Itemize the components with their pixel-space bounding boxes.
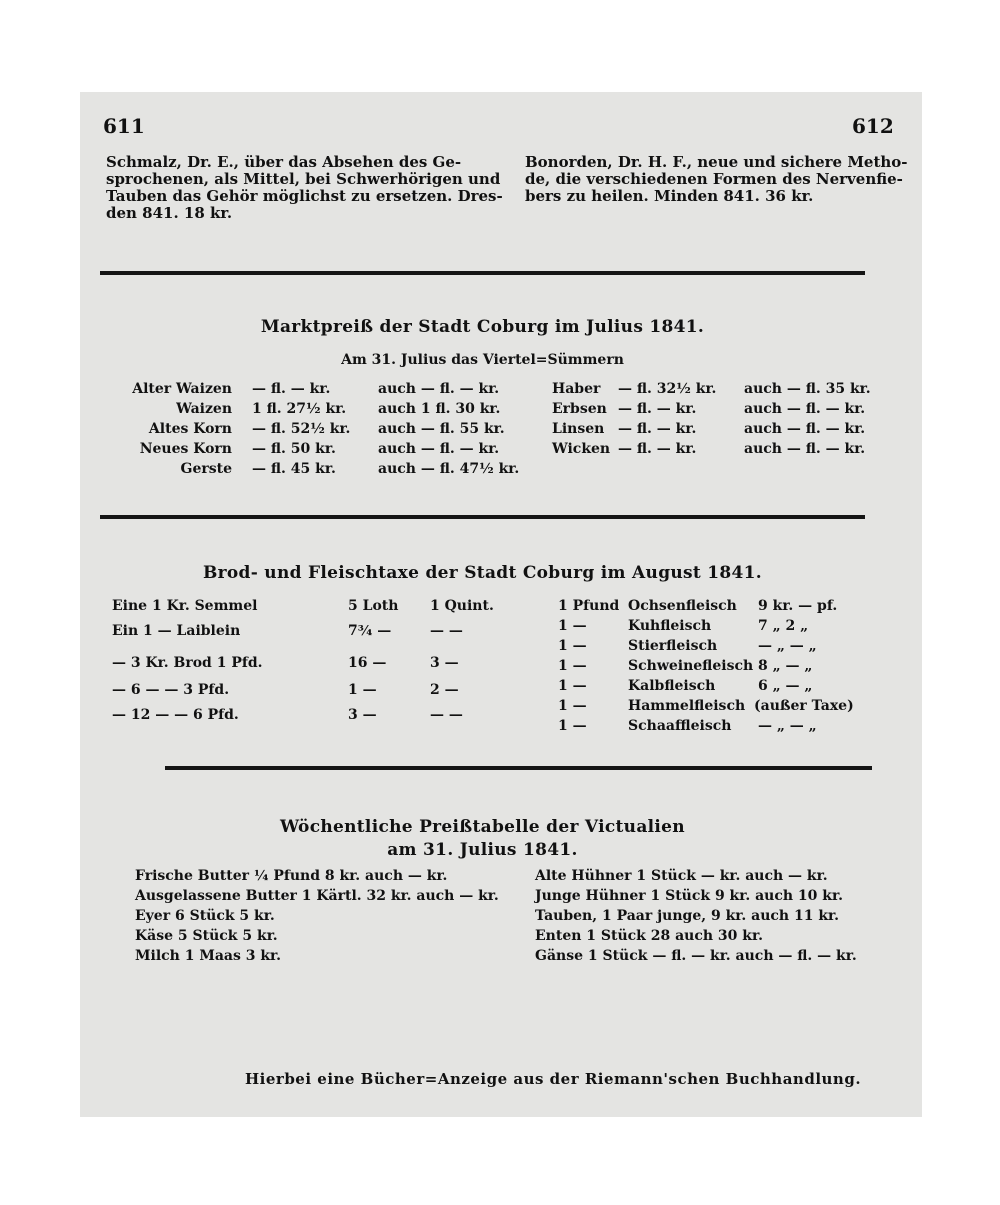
grain-price-max: auch — fl. — kr. xyxy=(744,401,866,417)
bread-item: — 3 Kr. Brod 1 Pfd. xyxy=(112,655,263,671)
meat-name: Hammelfleisch xyxy=(628,698,746,714)
weekly-item: Gänse 1 Stück — fl. — kr. auch — fl. — kr. xyxy=(535,948,857,964)
grain-name: Neues Korn xyxy=(139,441,232,457)
grain-price-max: auch — fl. 55 kr. xyxy=(378,421,505,437)
section-divider xyxy=(165,766,872,770)
grain-price: — fl. 45 kr. xyxy=(252,461,336,477)
meat-name: Stierfleisch xyxy=(628,638,718,654)
meat-price: — „ — „ xyxy=(758,638,817,654)
meat-name: Kuhfleisch xyxy=(628,618,712,634)
grain-name: Alter Waizen xyxy=(132,381,232,397)
bread-weight: 7¾ — xyxy=(348,623,392,639)
meat-price: 7 „ 2 „ xyxy=(758,618,809,634)
brod-title: Brod- und Fleischtaxe der Stadt Coburg im August 1841. xyxy=(202,563,763,583)
ad-right-line: bers zu heilen. Minden 841. 36 kr. xyxy=(525,187,814,205)
page-number-left: 611 xyxy=(103,114,145,138)
grain-price-max: auch — fl. 47½ kr. xyxy=(378,461,520,477)
grain-name: Altes Korn xyxy=(148,421,232,437)
weekly-left-list xyxy=(135,866,499,966)
weekly-item: Junge Hühner 1 Stück 9 kr. auch 10 kr. xyxy=(535,888,843,904)
meat-name: Ochsenfleisch xyxy=(628,598,737,614)
grain-price: — fl. 52½ kr. xyxy=(252,421,351,437)
grain-price-max: auch — fl. — kr. xyxy=(744,441,866,457)
bread-weight-quint: 1 Quint. xyxy=(430,598,494,614)
ad-right xyxy=(525,154,908,205)
weekly-title: Wöchentliche Preißtabelle der Victualien xyxy=(280,817,685,837)
weekly-item: Frische Butter ¼ Pfund 8 kr. auch — kr. xyxy=(135,868,448,884)
grain-price: — fl. — kr. xyxy=(618,421,697,437)
meat-price: 9 kr. — pf. xyxy=(758,598,838,614)
bread-weight-quint: — — xyxy=(430,707,463,723)
ad-left-line: den 841. 18 kr. xyxy=(106,204,233,222)
grain-price: — fl. 32½ kr. xyxy=(618,381,717,397)
ad-left xyxy=(106,154,503,222)
meat-quantity: 1 — xyxy=(558,718,587,734)
grain-price-max: auch 1 fl. 30 kr. xyxy=(378,401,501,417)
section-divider xyxy=(100,271,865,275)
weekly-item: Käse 5 Stück 5 kr. xyxy=(135,928,278,944)
bread-weight: 5 Loth xyxy=(348,598,399,614)
market-subtitle: Am 31. Julius das Viertel=Sümmern xyxy=(341,352,624,368)
section-divider xyxy=(100,515,865,519)
weekly-item: Tauben, 1 Paar junge, 9 kr. auch 11 kr. xyxy=(535,908,839,924)
bread-item: Ein 1 — Laiblein xyxy=(112,623,241,639)
bread-item: — 6 — — 3 Pfd. xyxy=(112,682,230,698)
ad-right-line: Bonorden, Dr. H. F., neue und sichere Metho- xyxy=(525,153,908,171)
meat-name: Schweinefleisch xyxy=(628,658,754,674)
weekly-item: Enten 1 Stück 28 auch 30 kr. xyxy=(535,928,763,944)
meat-quantity: 1 Pfund xyxy=(558,598,620,614)
meat-name: Schaaffleisch xyxy=(628,718,732,734)
meat-quantity: 1 — xyxy=(558,618,587,634)
grain-price: — fl. — kr. xyxy=(618,441,697,457)
bread-item: — 12 — — 6 Pfd. xyxy=(112,707,239,723)
weekly-subtitle: am 31. Julius 1841. xyxy=(387,840,578,860)
page-number-right: 612 xyxy=(852,114,894,138)
grain-name: Haber xyxy=(552,381,601,397)
bread-weight-quint: 2 — xyxy=(430,682,459,698)
ad-left-line: sprochenen, als Mittel, bei Schwerhörigen und xyxy=(106,170,501,188)
grain-price-max: auch — fl. 35 kr. xyxy=(744,381,871,397)
weekly-item: Ausgelassene Butter 1 Kärtl. 32 kr. auch — kr. xyxy=(135,888,499,904)
grain-price-max: auch — fl. — kr. xyxy=(744,421,866,437)
meat-quantity: 1 — xyxy=(558,678,587,694)
grain-name: Erbsen xyxy=(552,401,607,417)
bread-weight: 1 — xyxy=(348,682,377,698)
meat-price: 8 „ — „ xyxy=(758,658,813,674)
bread-item: Eine 1 Kr. Semmel xyxy=(112,598,258,614)
grain-name: Wicken xyxy=(552,441,611,457)
grain-price-max: auch — fl. — kr. xyxy=(378,381,500,397)
meat-price: (außer Taxe) xyxy=(754,698,854,714)
grain-price-max: auch — fl. — kr. xyxy=(378,441,500,457)
grain-name: Waizen xyxy=(176,401,232,417)
meat-quantity: 1 — xyxy=(558,658,587,674)
ad-left-line: Schmalz, Dr. E., über das Absehen des Ge- xyxy=(106,153,462,171)
weekly-right-list xyxy=(535,866,857,966)
grain-price: — fl. — kr. xyxy=(252,381,331,397)
grain-name: Linsen xyxy=(552,421,605,437)
weekly-item: Milch 1 Maas 3 kr. xyxy=(135,948,282,964)
footer-notice: Hierbei eine Bücher=Anzeige aus der Riemann'schen Buchhandlung. xyxy=(245,1070,862,1088)
bread-weight: 3 — xyxy=(348,707,377,723)
bread-weight-quint: — — xyxy=(430,623,463,639)
market-title: Marktpreiß der Stadt Coburg im Julius 1841. xyxy=(260,317,705,337)
ad-right-line: de, die verschiedenen Formen des Nervenfie- xyxy=(525,170,903,188)
meat-price: 6 „ — „ xyxy=(758,678,813,694)
weekly-item: Eyer 6 Stück 5 kr. xyxy=(135,908,275,924)
meat-quantity: 1 — xyxy=(558,638,587,654)
meat-name: Kalbfleisch xyxy=(628,678,716,694)
meat-quantity: 1 — xyxy=(558,698,587,714)
grain-price: — fl. 50 kr. xyxy=(252,441,336,457)
meat-price: — „ — „ xyxy=(758,718,817,734)
bread-weight: 16 — xyxy=(348,655,387,671)
grain-name: Gerste xyxy=(180,461,232,477)
grain-price: — fl. — kr. xyxy=(618,401,697,417)
ad-left-line: Tauben das Gehör möglichst zu ersetzen. Dres- xyxy=(106,187,503,205)
grain-price: 1 fl. 27½ kr. xyxy=(252,401,347,417)
weekly-item: Alte Hühner 1 Stück — kr. auch — kr. xyxy=(535,868,828,884)
bread-weight-quint: 3 — xyxy=(430,655,459,671)
